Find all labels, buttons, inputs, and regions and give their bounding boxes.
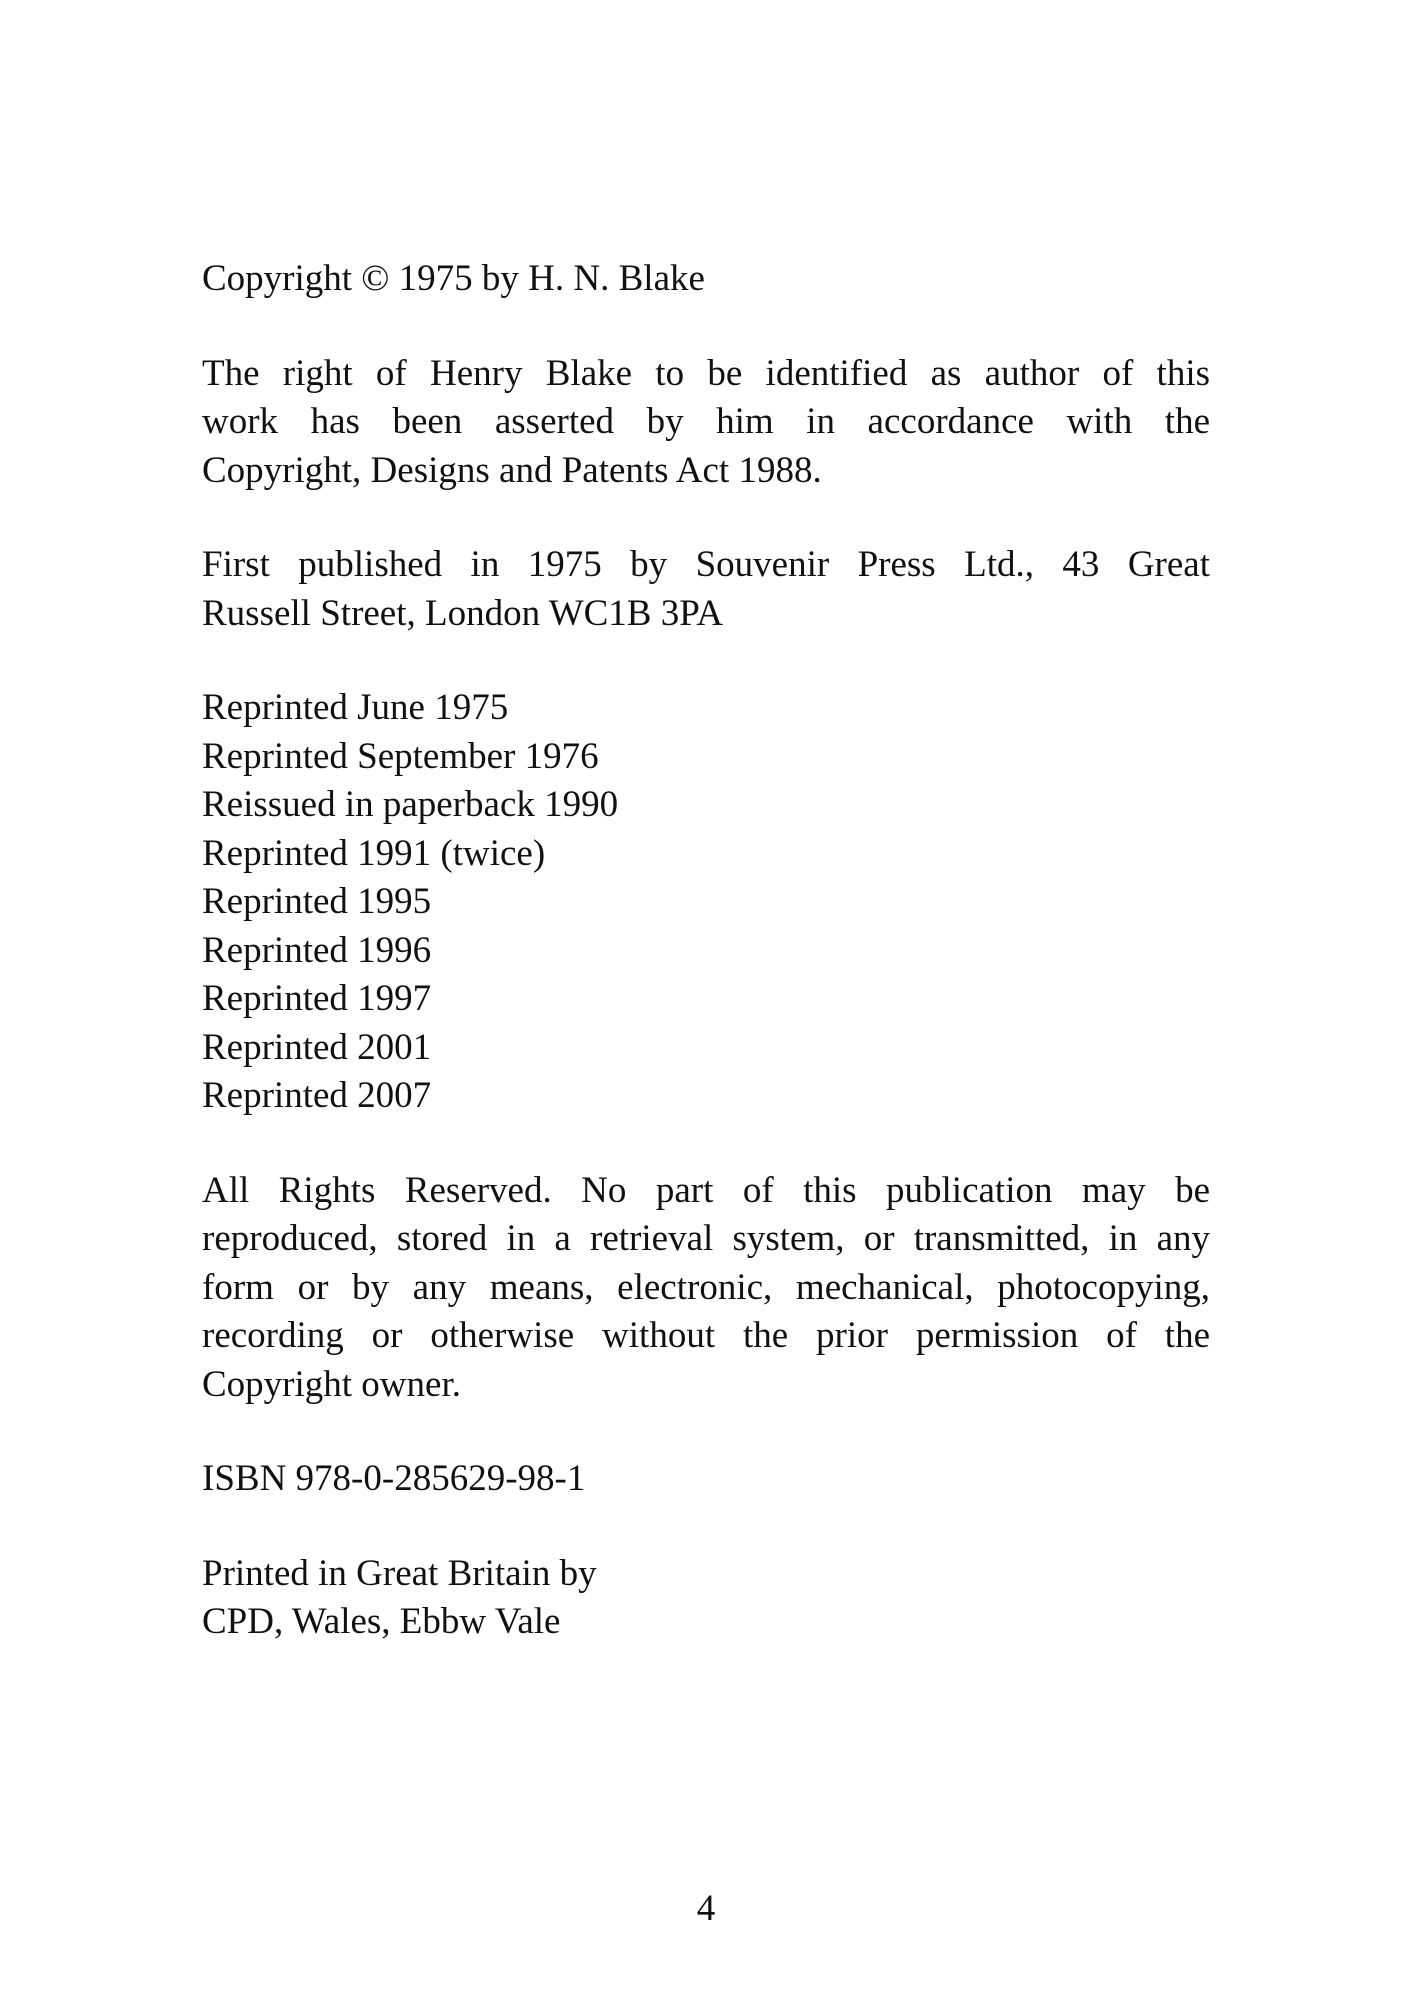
rights-reserved-line: recording or otherwise without the prior permission of the (202, 1315, 1210, 1356)
rights-assertion-line: Copyright, Designs and Patents Act 1988. (202, 449, 822, 491)
rights-reserved-line: Copyright owner. (202, 1363, 461, 1405)
printing-history-item: Reprinted 1997 (202, 978, 432, 1019)
rights-assertion-line: work has been asserted by him in accordance with the (202, 401, 1210, 442)
printing-history (202, 684, 1210, 1121)
copyright-notice (202, 255, 1210, 304)
isbn: ISBN 978-0-285629-98-1 (202, 1458, 586, 1499)
rights-reserved-line: All Rights Reserved. No part of this publication may be (202, 1169, 1210, 1211)
first-published-paragraph (202, 541, 1210, 638)
first-published-line: First published in 1975 by Souvenir Press Ltd., 43 Great (202, 544, 1210, 585)
first-published-line: Russell Street, London WC1B 3PA (202, 592, 724, 634)
printer-line: Printed in Great Britain by (202, 1552, 597, 1594)
printer-paragraph (202, 1550, 1210, 1647)
printing-history-item: Reprinted 1995 (202, 881, 432, 922)
printing-history-item: Reprinted June 1975 (202, 687, 509, 728)
page-number: 4 (696, 1888, 716, 1929)
printing-history-item: Reissued in paperback 1990 (202, 784, 619, 825)
printer-line: CPD, Wales, Ebbw Vale (202, 1601, 561, 1642)
rights-assertion-paragraph (202, 350, 1210, 496)
printing-history-item: Reprinted 2001 (202, 1026, 432, 1068)
isbn-paragraph (202, 1455, 1210, 1504)
copyright-line: Copyright © 1975 by H. N. Blake (202, 258, 705, 299)
printing-history-item: Reprinted September 1976 (202, 735, 599, 777)
printing-history-item: Reprinted 1991 (twice) (202, 832, 546, 874)
rights-reserved-paragraph (202, 1167, 1210, 1410)
rights-reserved-line: form or by any means, electronic, mechanical, photocopying, (202, 1266, 1210, 1308)
rights-assertion-line: The right of Henry Blake to be identified as author of this (202, 352, 1210, 394)
printing-history-item: Reprinted 2007 (202, 1075, 432, 1116)
copyright-page-content (202, 255, 1210, 1693)
rights-reserved-line: reproduced, stored in a retrieval system, or transmitted, in any (202, 1218, 1210, 1259)
printing-history-item: Reprinted 1996 (202, 929, 432, 971)
